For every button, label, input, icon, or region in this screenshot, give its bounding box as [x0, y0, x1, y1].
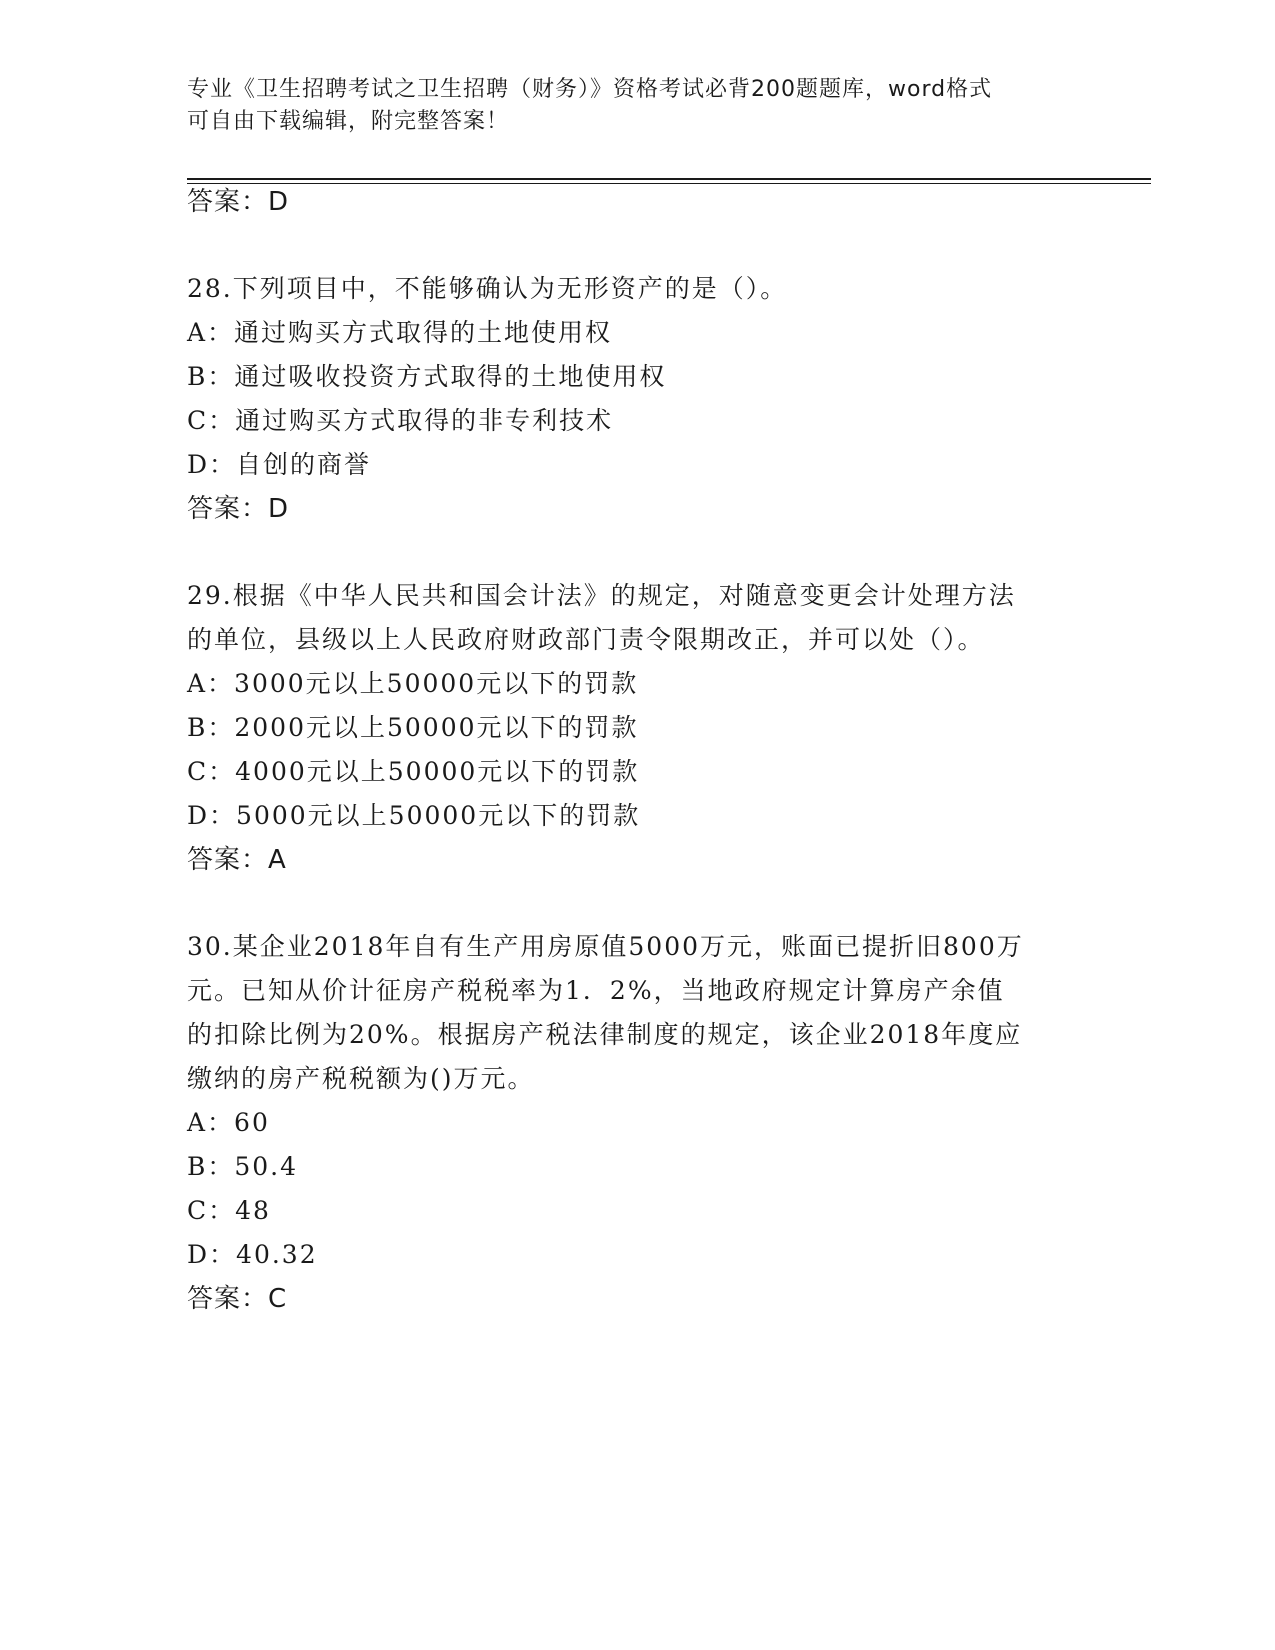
question-28-stem: 28.下列项目中，不能够确认为无形资产的是（）。 — [187, 274, 788, 303]
question-28-option-c: C：通过购买方式取得的非专利技术 — [187, 406, 614, 435]
previous-answer: 答案：D — [187, 187, 290, 217]
question-29-option-d: D：5000元以上50000元以下的罚款 — [187, 801, 641, 830]
question-29-option-b: B：2000元以上50000元以下的罚款 — [187, 713, 639, 742]
header-divider-thin — [187, 183, 1151, 184]
question-30-answer: 答案：C — [187, 1284, 288, 1314]
question-29-answer: 答案：A — [187, 845, 287, 875]
header-line-2: 可自由下载编辑，附完整答案！ — [187, 109, 510, 134]
question-30-stem-line-2: 元。已知从价计征房产税税率为1．2%，当地政府规定计算房产余值 — [187, 976, 1005, 1005]
question-30-stem-line-1: 30.某企业2018年自有生产用房原值5000万元，账面已提折旧800万 — [187, 932, 1024, 961]
question-28-option-a: A：通过购买方式取得的土地使用权 — [187, 318, 613, 347]
question-29-stem-line-1: 29.根据《中华人民共和国会计法》的规定，对随意变更会计处理方法 — [187, 581, 1016, 610]
question-30-stem-line-4: 缴纳的房产税税额为()万元。 — [187, 1064, 535, 1093]
header-line-1: 专业《卫生招聘考试之卫生招聘（财务）》资格考试必背200题题库，word格式 — [187, 77, 993, 102]
question-29-option-a: A：3000元以上50000元以下的罚款 — [187, 669, 639, 698]
document-header — [187, 74, 1067, 138]
question-30-option-d: D：40.32 — [187, 1240, 318, 1269]
question-30-option-b: B：50.4 — [187, 1152, 299, 1181]
question-29-stem-line-2: 的单位，县级以上人民政府财政部门责令限期改正，并可以处（）。 — [187, 625, 985, 654]
question-28-answer: 答案：D — [187, 494, 290, 524]
question-30-stem-line-3: 的扣除比例为20%。根据房产税法律制度的规定，该企业2018年度应 — [187, 1020, 1023, 1049]
header-divider — [187, 178, 1151, 180]
question-28-option-b: B：通过吸收投资方式取得的土地使用权 — [187, 362, 667, 391]
question-30-option-c: C：48 — [187, 1196, 271, 1225]
question-28-option-d: D：自创的商誉 — [187, 450, 372, 479]
question-29-option-c: C：4000元以上50000元以下的罚款 — [187, 757, 640, 786]
question-30-option-a: A：60 — [187, 1108, 270, 1137]
